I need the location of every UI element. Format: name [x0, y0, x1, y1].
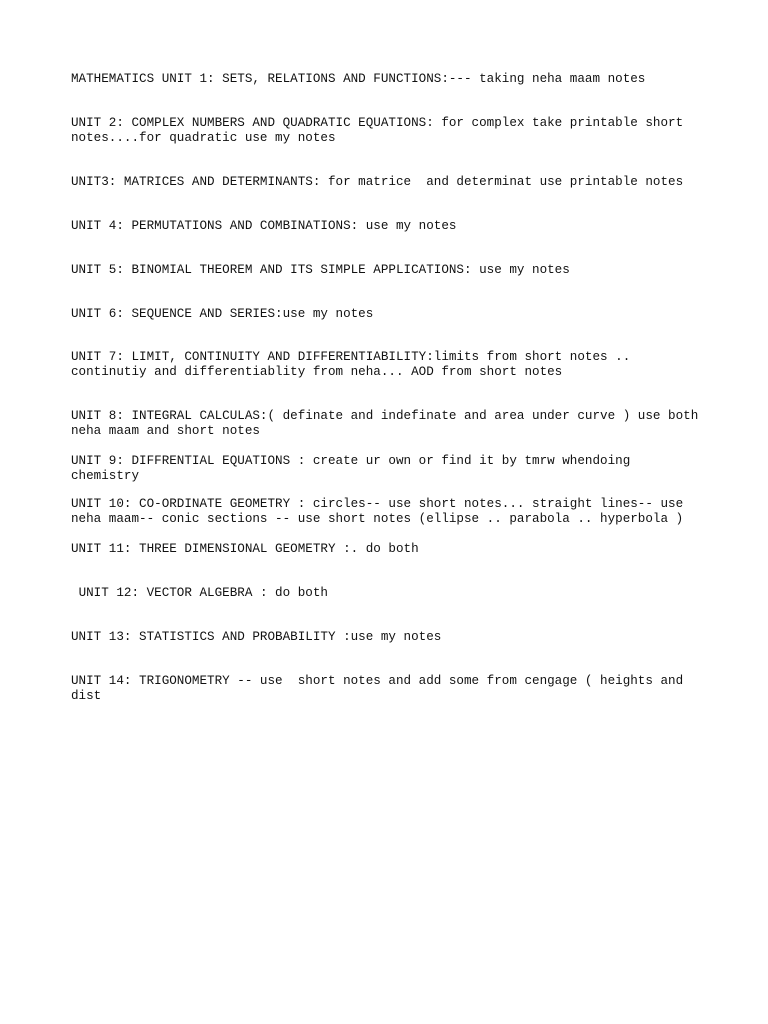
unit-13-line: UNIT 13: STATISTICS AND PROBABILITY :use my notes: [71, 630, 442, 644]
unit-4-line: UNIT 4: PERMUTATIONS AND COMBINATIONS: use my notes: [71, 219, 457, 233]
unit-8-line: UNIT 8: INTEGRAL CALCULAS:( definate and indefinate and area under curve ) use both neha maam and short notes: [71, 409, 699, 438]
unit-1-line: MATHEMATICS UNIT 1: SETS, RELATIONS AND FUNCTIONS:--- taking neha maam notes: [71, 72, 646, 86]
unit-12-line: UNIT 12: VECTOR ALGEBRA : do both: [71, 586, 328, 600]
unit-14-line: UNIT 14: TRIGONOMETRY -- use short notes and add some from cengage ( heights and dist: [71, 674, 684, 703]
unit-9-line: UNIT 9: DIFFRENTIAL EQUATIONS : create ur own or find it by tmrw whendoing chemistry: [71, 454, 631, 483]
unit-11-line: UNIT 11: THREE DIMENSIONAL GEOMETRY :. do both: [71, 542, 419, 556]
unit-2-line: UNIT 2: COMPLEX NUMBERS AND QUADRATIC EQUATIONS: for complex take printable short notes....for quadratic use my notes: [71, 116, 684, 145]
unit-3-line: UNIT3: MATRICES AND DETERMINANTS: for matrice and determinat use printable notes: [71, 175, 684, 189]
unit-5-line: UNIT 5: BINOMIAL THEOREM AND ITS SIMPLE APPLICATIONS: use my notes: [71, 263, 570, 277]
unit-7-line: UNIT 7: LIMIT, CONTINUITY AND DIFFERENTIABILITY:limits from short notes .. continutiy and differentiablity from neha... AOD from short notes: [71, 350, 631, 379]
unit-6-line: UNIT 6: SEQUENCE AND SERIES:use my notes: [71, 307, 374, 321]
unit-10-line: UNIT 10: CO-ORDINATE GEOMETRY : circles-- use short notes... straight lines-- use neha maam-- conic sections -- use short notes (ellipse .. parabola .. hyperbola ): [71, 497, 684, 526]
